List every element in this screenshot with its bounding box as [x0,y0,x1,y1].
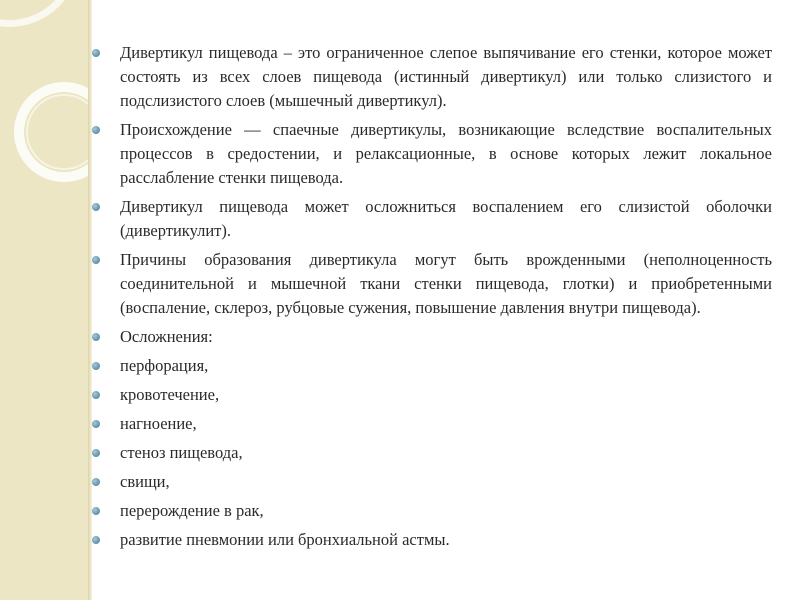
bullet-text: свищи, [120,472,170,491]
bullet-dot-icon [92,333,100,341]
bullet-dot-icon [92,478,100,486]
bullet-text: Причины образования дивертикула могут быть врожденными (неполноценность соединительной и мышечной ткани стенки пищевода, глотки) и приобретенными (воспаление, склероз, рубцовые сужения, повышение давления внутри пищевода). [120,250,772,317]
decorative-ring-top-icon [0,0,80,27]
bullet-text: развитие пневмонии или бронхиальной астмы. [120,530,450,549]
bullet-item [92,499,772,523]
bullet-dot-icon [92,256,100,264]
bullet-text: нагноение, [120,414,197,433]
slide-content [92,41,772,557]
bullet-dot-icon [92,449,100,457]
bullet-dot-icon [92,203,100,211]
bullet-text: Дивертикул пищевода может осложниться воспалением его слизистой оболочки (дивертикулит). [120,197,772,240]
bullet-text: Осложнения: [120,327,213,346]
bullet-item [92,325,772,349]
bullet-dot-icon [92,49,100,57]
bullet-item [92,528,772,552]
bullet-list [92,41,772,552]
bullet-dot-icon [92,391,100,399]
bullet-dot-icon [92,126,100,134]
bullet-item [92,118,772,190]
bullet-item [92,441,772,465]
bullet-dot-icon [92,362,100,370]
bullet-dot-icon [92,536,100,544]
bullet-text: перерождение в рак, [120,501,264,520]
bullet-item [92,41,772,113]
bullet-item [92,470,772,494]
bullet-item [92,195,772,243]
bullet-item [92,248,772,320]
bullet-dot-icon [92,420,100,428]
bullet-dot-icon [92,507,100,515]
bullet-text: Дивертикул пищевода – это ограниченное слепое выпячивание его стенки, которое может состоять из всех слоев пищевода (истинный дивертикул) или только слизистого и подслизистого слоев (мышечный дивертикул). [120,43,772,110]
decorative-side-band [0,0,88,600]
bullet-item [92,354,772,378]
bullet-text: кровотечение, [120,385,220,404]
bullet-item [92,412,772,436]
bullet-text: перфорация, [120,356,209,375]
bullet-text: стеноз пищевода, [120,443,243,462]
bullet-item [92,383,772,407]
bullet-text: Происхождение — спаечные дивертикулы, возникающие вследствие воспалительных процессов в средостении, и релаксационные, в основе которых лежит локальное расслабление стенки пищевода. [120,120,772,187]
